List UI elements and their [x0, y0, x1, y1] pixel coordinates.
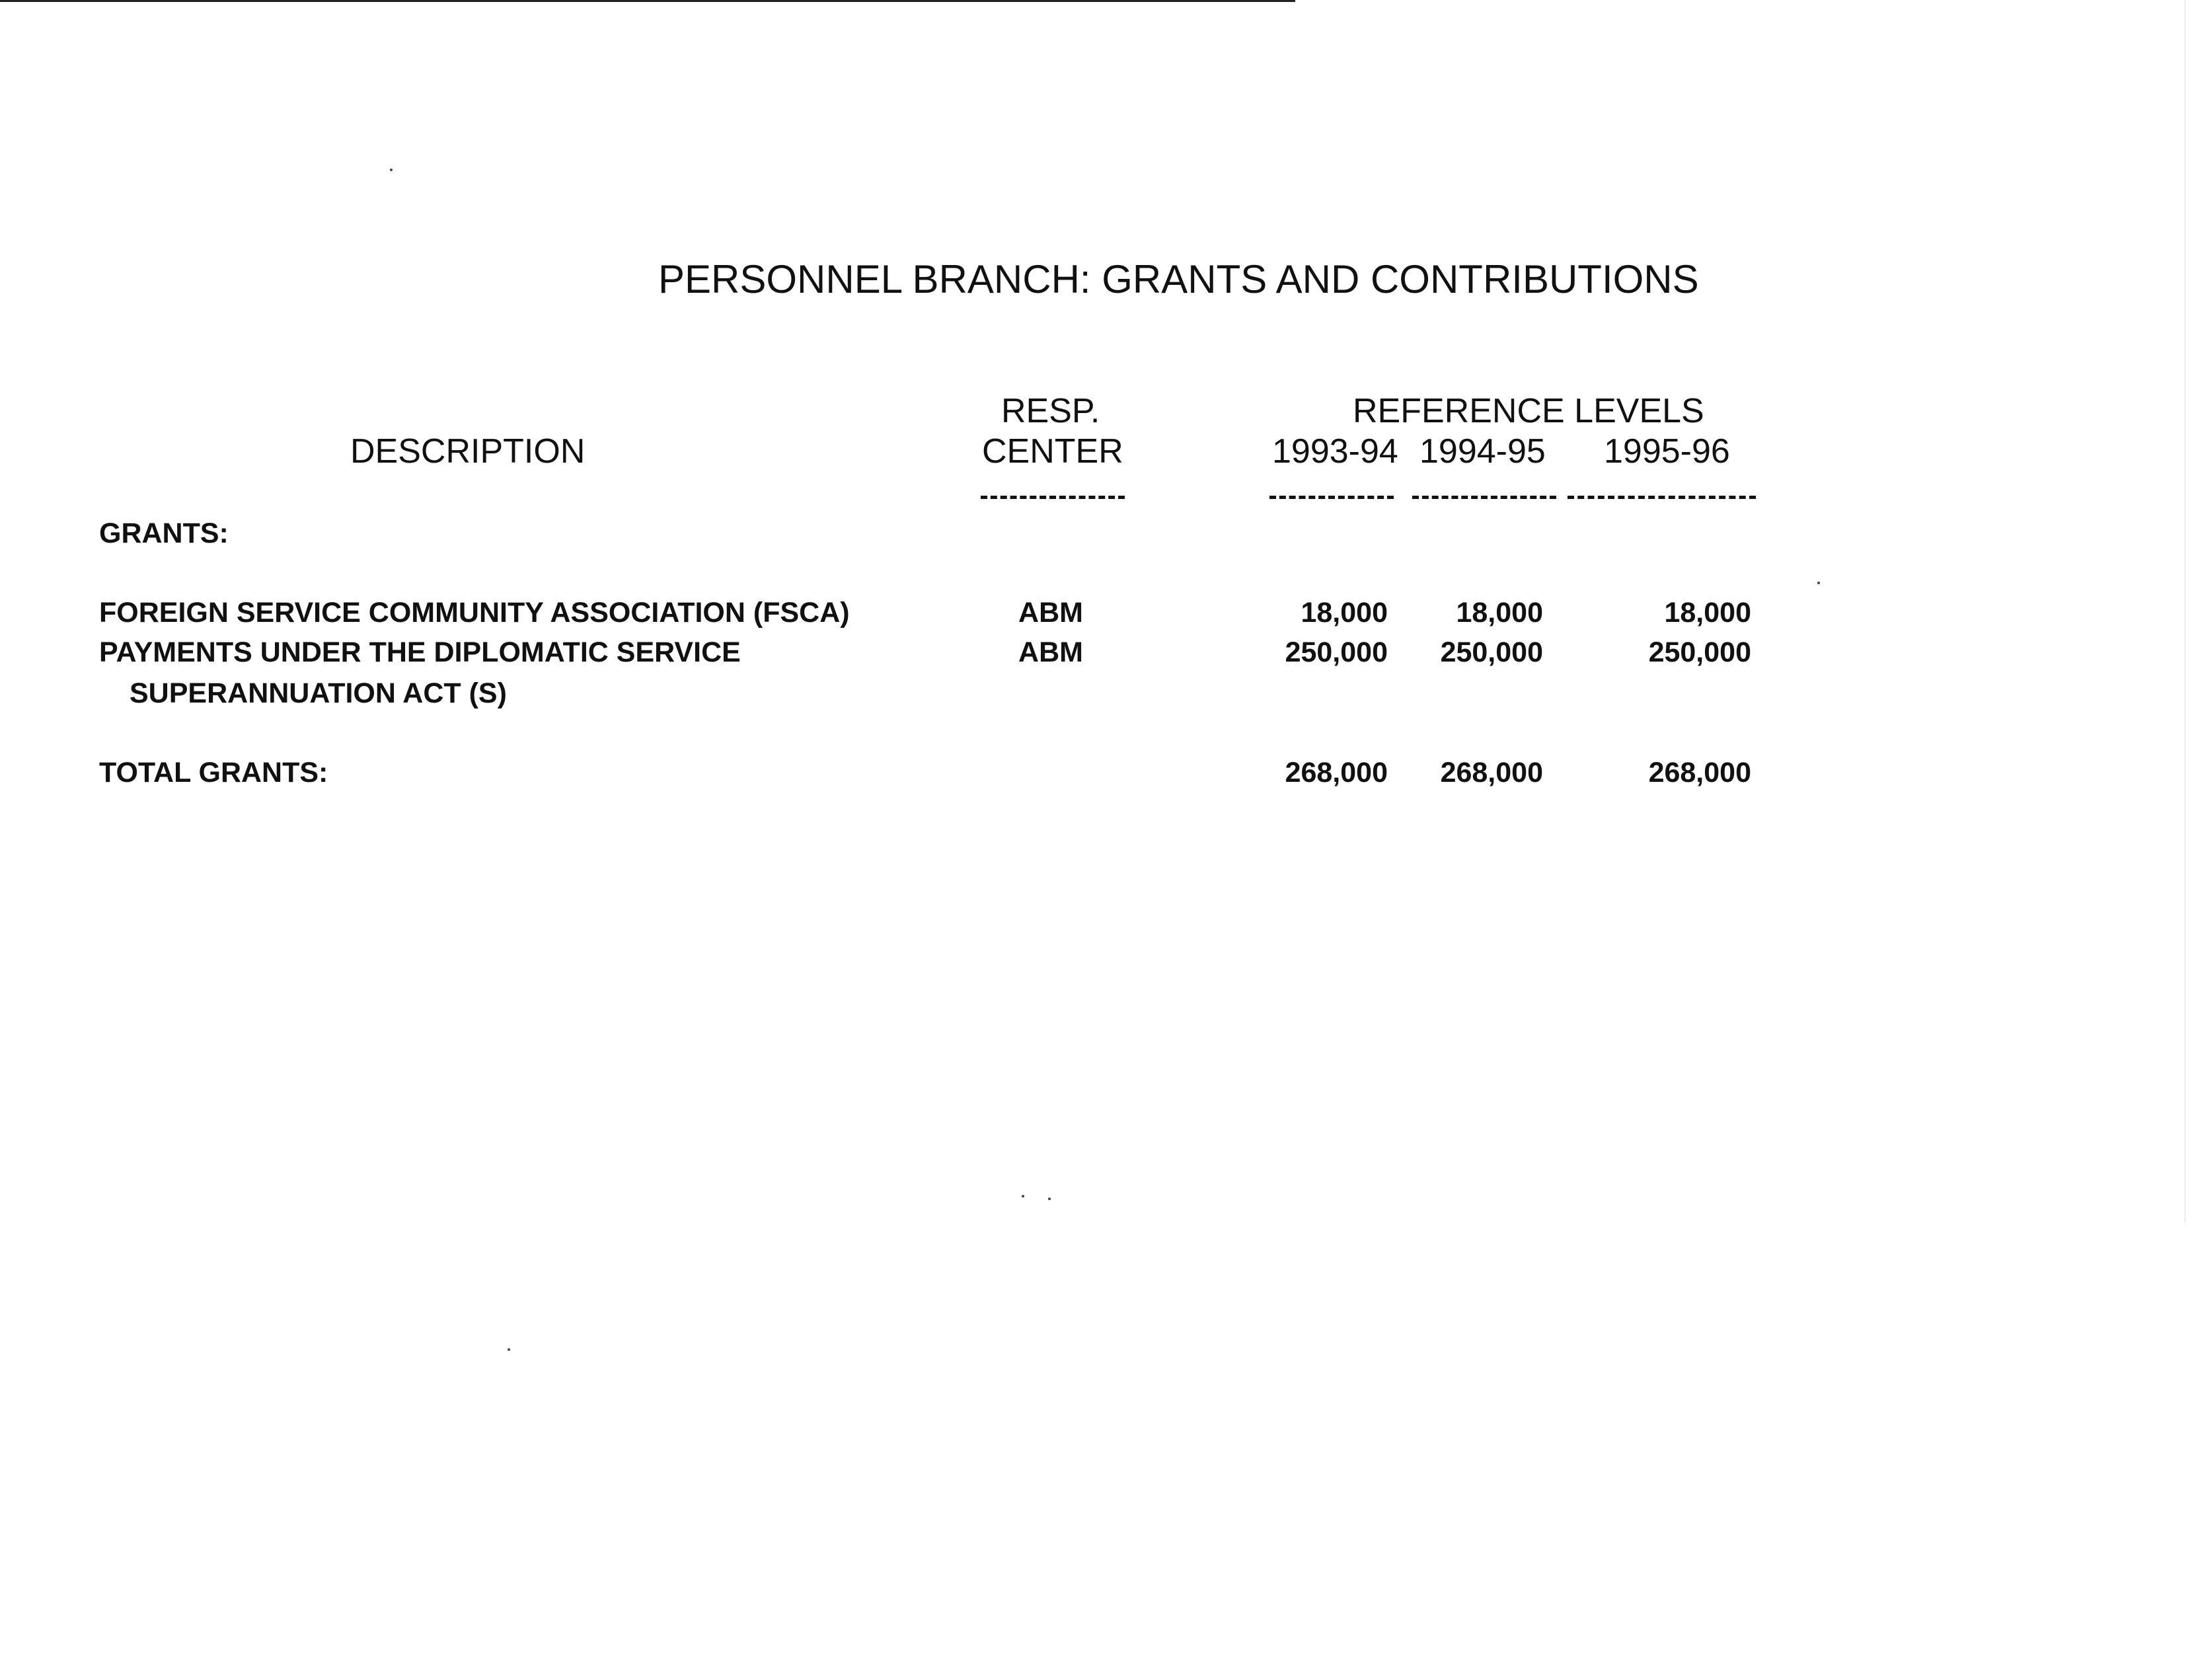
scan-speck	[1048, 1198, 1051, 1200]
resp-center-header-line2: CENTER	[982, 432, 1123, 471]
description-header: DESCRIPTION	[350, 432, 586, 471]
scan-speck	[1817, 582, 1820, 584]
row-resp-center-fsca: ABM	[1018, 597, 1083, 629]
year-1995-96-underline	[1568, 496, 1756, 499]
page-title: PERSONNEL BRANCH: GRANTS AND CONTRIBUTIONS	[658, 257, 1699, 301]
row-value-fsca-1995-96: 18,000	[1664, 597, 1751, 629]
row-value-dssa-1993-94: 250,000	[1285, 636, 1388, 668]
scan-speck	[508, 1348, 510, 1351]
year-1993-94-underline	[1269, 496, 1394, 499]
year-header-1993-94: 1993-94	[1272, 432, 1398, 471]
year-1994-95-underline	[1412, 496, 1556, 499]
year-header-1994-95: 1994-95	[1419, 432, 1546, 471]
row-description-dssa: PAYMENTS UNDER THE DIPLOMATIC SERVICE	[99, 636, 741, 668]
total-value-1995-96: 268,000	[1648, 757, 1751, 788]
year-header-1995-96: 1995-96	[1604, 432, 1730, 471]
total-value-1993-94: 268,000	[1285, 757, 1388, 788]
resp-center-underline	[981, 496, 1125, 499]
row-resp-center-dssa: ABM	[1018, 636, 1083, 668]
total-grants-label: TOTAL GRANTS:	[99, 757, 328, 788]
total-value-1994-95: 268,000	[1440, 757, 1543, 788]
scan-edge-line	[0, 0, 1295, 2]
resp-center-header-line1: RESP.	[1001, 392, 1100, 430]
row-value-dssa-1994-95: 250,000	[1440, 636, 1543, 668]
row-description-dssa-line2: SUPERANNUATION ACT (S)	[130, 677, 507, 709]
grants-section-label: GRANTS:	[99, 517, 229, 549]
row-description-fsca: FOREIGN SERVICE COMMUNITY ASSOCIATION (FSCA)	[99, 597, 850, 629]
reference-levels-header: REFERENCE LEVELS	[1353, 392, 1704, 430]
row-value-fsca-1994-95: 18,000	[1456, 597, 1543, 629]
scan-speck	[1022, 1195, 1024, 1198]
row-value-dssa-1995-96: 250,000	[1648, 636, 1751, 668]
row-value-fsca-1993-94: 18,000	[1301, 597, 1388, 629]
scan-speck	[390, 169, 393, 171]
